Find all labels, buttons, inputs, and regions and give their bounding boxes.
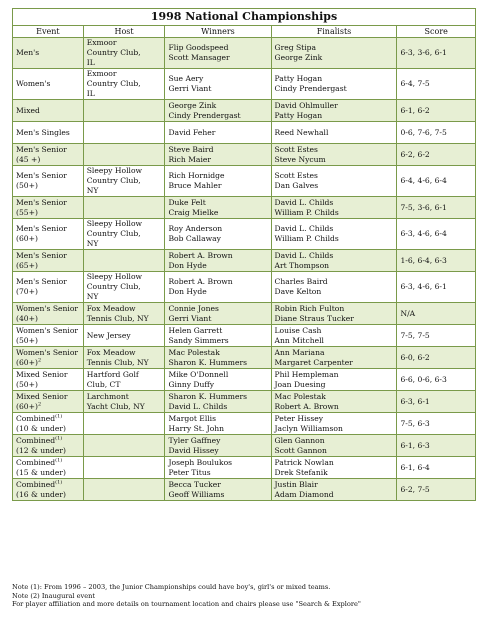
event-line: Combined — [16, 435, 56, 445]
table-row — [13, 325, 476, 347]
finalists-line: Scott Estes — [274, 144, 318, 154]
host-line: Country Club, — [86, 48, 141, 57]
table-row — [13, 272, 476, 303]
winners-line: Sue Aery — [168, 74, 204, 83]
cell-host — [83, 457, 165, 479]
table-title: 1998 National Championships — [13, 9, 476, 26]
cell-score: 6-2, 6-2 — [397, 144, 476, 166]
host-line: IL — [86, 89, 95, 98]
cell-finalists — [271, 144, 397, 166]
winners-line: David Feher — [168, 127, 216, 137]
winners-line: Joseph Boulukos — [168, 457, 233, 467]
table-row — [13, 250, 476, 272]
cell-finalists — [271, 38, 397, 69]
winners-line: Peter Titus — [168, 467, 211, 477]
table-row — [13, 69, 476, 100]
cell-winners — [165, 435, 271, 457]
host-line: Tennis Club, NY — [86, 357, 149, 367]
host-line: Fox Meadow — [86, 347, 136, 357]
cell-host — [83, 435, 165, 457]
finalists-line: Reed Newhall — [274, 127, 329, 137]
cell-host — [83, 325, 165, 347]
winners-line: Don Hyde — [168, 260, 207, 270]
event-line: (16 & under) — [16, 489, 66, 499]
cell-finalists — [271, 272, 397, 303]
winners-line: Helen Garrett — [168, 325, 223, 335]
finalists-line: Art Thompson — [274, 260, 330, 270]
cell-winners — [165, 369, 271, 391]
cell-host — [83, 122, 165, 144]
finalists-line: Adam Diamond — [274, 489, 334, 499]
finalists-line: Ann Mariana — [274, 347, 325, 357]
event-line: Women's Senior — [16, 303, 79, 313]
cell-host — [83, 144, 165, 166]
host-line: Sleepy Hollow — [86, 272, 143, 281]
event-line: Men's Singles — [16, 127, 70, 137]
event-line: Mixed Senior — [16, 369, 68, 379]
table-row — [13, 303, 476, 325]
finalists-line: Steve Nycum — [274, 154, 326, 164]
table-row — [13, 391, 476, 413]
finalists-line: Margaret Carpenter — [274, 357, 353, 367]
winners-line: Rich Hornidge — [168, 171, 225, 180]
cell-winners — [165, 219, 271, 250]
note-1: Note (1): From 1996 – 2003, the Junior Championships could have boy's, girl's or mixed teams. — [12, 583, 331, 591]
event-line: (60+) — [16, 357, 38, 367]
winners-line: Connie Jones — [168, 303, 219, 313]
host-line: Exmoor — [86, 69, 117, 78]
footnotes — [12, 583, 482, 609]
footnote-marker: 2 — [37, 400, 42, 407]
event-line: (50+) — [16, 379, 38, 389]
table-row — [13, 144, 476, 166]
cell-finalists — [271, 479, 397, 501]
cell-score: 0-6, 7-6, 7-5 — [397, 122, 476, 144]
cell-score: 6-4, 4-6, 6-4 — [397, 166, 476, 197]
winners-line: Bob Callaway — [168, 234, 221, 243]
cell-winners — [165, 272, 271, 303]
cell-finalists — [271, 122, 397, 144]
host-line: Country Club, — [86, 176, 141, 185]
cell-winners — [165, 38, 271, 69]
cell-host — [83, 250, 165, 272]
host-line: Country Club, — [86, 79, 141, 88]
event-line: Combined — [16, 413, 56, 423]
footnote-marker: (1) — [55, 412, 63, 419]
finalists-line: Robin Rich Fulton — [274, 303, 345, 313]
cell-winners — [165, 347, 271, 369]
finalists-line: Patty Hogan — [274, 74, 323, 83]
cell-host — [83, 391, 165, 413]
footnote-marker: (1) — [55, 478, 63, 485]
cell-score: 7-5, 7-5 — [397, 325, 476, 347]
cell-host — [83, 38, 165, 69]
table-row — [13, 435, 476, 457]
winners-line: Bruce Mahler — [168, 181, 222, 190]
event-line: Men's Senior — [16, 224, 67, 233]
finalists-line: David L. Childs — [274, 224, 334, 233]
finalists-line: Louise Cash — [274, 325, 322, 335]
finalists-line: Joan Duesing — [274, 379, 326, 389]
cell-score: 6-1, 6-3 — [397, 435, 476, 457]
cell-finalists — [271, 303, 397, 325]
event-line: (10 & under) — [16, 423, 66, 433]
winners-line: Rich Maier — [168, 154, 212, 164]
event-line: (50+) — [16, 335, 38, 345]
event-line: Men's Senior — [16, 197, 67, 207]
cell-host — [83, 347, 165, 369]
column-header-winners: Winners — [165, 26, 271, 38]
cell-finalists — [271, 250, 397, 272]
event-line: (40+) — [16, 313, 38, 323]
finalists-line: Mac Polestak — [274, 391, 326, 401]
cell-event — [13, 250, 84, 272]
cell-score: 6-3, 6-1 — [397, 391, 476, 413]
note-3: For player affiliation and more details on tournament location and chairs please use "Search & Explore" — [12, 600, 361, 608]
finalists-line: David L. Childs — [274, 250, 334, 260]
cell-score: 7-5, 3-6, 6-1 — [397, 197, 476, 219]
cell-host — [83, 272, 165, 303]
event-line: (50+) — [16, 181, 38, 190]
winners-line: Sharon K. Hummers — [168, 391, 248, 401]
winners-line: Duke Felt — [168, 197, 206, 207]
cell-event — [13, 457, 84, 479]
winners-line: Sharon K. Hummers — [168, 357, 248, 367]
event-line: (60+) — [16, 234, 38, 243]
cell-score: 6-3, 4-6, 6-1 — [397, 272, 476, 303]
event-line: Men's Senior — [16, 277, 67, 286]
finalists-line: Patrick Nowlan — [274, 457, 334, 467]
cell-host — [83, 197, 165, 219]
footnote-marker: (1) — [55, 434, 63, 441]
cell-finalists — [271, 100, 397, 122]
host-line: Sleepy Hollow — [86, 166, 143, 175]
cell-host — [83, 479, 165, 501]
table-row — [13, 369, 476, 391]
table-row — [13, 219, 476, 250]
finalists-line: Drek Stefanik — [274, 467, 328, 477]
table-row — [13, 122, 476, 144]
host-line: Club, CT — [86, 379, 121, 389]
event-line: Combined — [16, 457, 56, 467]
event-line: Men's — [16, 48, 40, 57]
finalists-line: Phil Hempleman — [274, 369, 339, 379]
cell-winners — [165, 391, 271, 413]
cell-event — [13, 100, 84, 122]
cell-finalists — [271, 166, 397, 197]
cell-event — [13, 413, 84, 435]
cell-finalists — [271, 369, 397, 391]
winners-line: Steve Baird — [168, 144, 214, 154]
finalists-line: Peter Hissey — [274, 413, 323, 423]
event-line: Mixed Senior — [16, 391, 68, 401]
table-row — [13, 479, 476, 501]
cell-score: 6-1, 6-2 — [397, 100, 476, 122]
footnote-marker: (1) — [55, 456, 63, 463]
table-row — [13, 166, 476, 197]
winners-line: Ginny Duffy — [168, 379, 215, 389]
cell-score: 6-2, 7-5 — [397, 479, 476, 501]
cell-finalists — [271, 347, 397, 369]
winners-line: Cindy Prendergast — [168, 110, 241, 120]
cell-finalists — [271, 197, 397, 219]
event-line: Women's Senior — [16, 325, 79, 335]
winners-line: Sandy Simmers — [168, 335, 229, 345]
cell-host — [83, 303, 165, 325]
winners-line: Harry St. John — [168, 423, 225, 433]
winners-line: Robert A. Brown — [168, 277, 233, 286]
winners-line: Robert A. Brown — [168, 250, 233, 260]
cell-host — [83, 369, 165, 391]
cell-event — [13, 69, 84, 100]
winners-line: Gerri Viant — [168, 84, 212, 93]
finalists-line: Diane Straus Tucker — [274, 313, 354, 323]
table-row — [13, 38, 476, 69]
winners-line: Margot Ellis — [168, 413, 217, 423]
finalists-line: Robert A. Brown — [274, 401, 339, 411]
event-line: (70+) — [16, 287, 38, 296]
cell-score: 6-4, 7-5 — [397, 69, 476, 100]
host-line: New Jersey — [86, 330, 131, 340]
table-body — [13, 38, 476, 501]
cell-event — [13, 369, 84, 391]
cell-event — [13, 219, 84, 250]
event-line: Women's Senior — [16, 347, 79, 357]
cell-event — [13, 325, 84, 347]
table-row — [13, 347, 476, 369]
winners-line: Gerri Viant — [168, 313, 212, 323]
cell-event — [13, 435, 84, 457]
cell-winners — [165, 303, 271, 325]
column-header-event: Event — [13, 26, 84, 38]
winners-line: Roy Anderson — [168, 224, 223, 233]
event-line: Mixed — [16, 105, 40, 115]
cell-winners — [165, 100, 271, 122]
host-line: IL — [86, 58, 95, 67]
cell-score: 6-3, 3-6, 6-1 — [397, 38, 476, 69]
cell-host — [83, 100, 165, 122]
host-line: Country Club, — [86, 282, 141, 291]
table-row — [13, 100, 476, 122]
finalists-line: Dan Galves — [274, 181, 319, 190]
host-line: Hartford Golf — [86, 369, 139, 379]
cell-host — [83, 219, 165, 250]
cell-winners — [165, 413, 271, 435]
cell-score: N/A — [397, 303, 476, 325]
cell-host — [83, 413, 165, 435]
header-row — [13, 26, 476, 38]
host-line: NY — [86, 186, 99, 195]
event-line: Men's Senior — [16, 250, 67, 260]
finalists-line: Jaclyn Williamson — [274, 423, 343, 433]
host-line: NY — [86, 292, 99, 301]
cell-score: 1-6, 6-4, 6-3 — [397, 250, 476, 272]
winners-line: Tyler Gaffney — [168, 435, 221, 445]
finalists-line: David L. Childs — [274, 197, 334, 207]
cell-finalists — [271, 325, 397, 347]
finalists-line: Charles Baird — [274, 277, 328, 286]
finalists-line: Justin Blair — [274, 479, 318, 489]
winners-line: Craig Mielke — [168, 207, 219, 217]
event-line: (45 +) — [16, 154, 41, 164]
winners-line: David Hissey — [168, 445, 219, 455]
cell-event — [13, 479, 84, 501]
event-line: Men's Senior — [16, 171, 67, 180]
cell-winners — [165, 144, 271, 166]
host-line: Fox Meadow — [86, 303, 136, 313]
finalists-line: George Zink — [274, 53, 323, 62]
cell-event — [13, 347, 84, 369]
finalists-line: Scott Gannon — [274, 445, 327, 455]
cell-finalists — [271, 391, 397, 413]
cell-event — [13, 166, 84, 197]
column-header-score: Score — [397, 26, 476, 38]
cell-winners — [165, 250, 271, 272]
winners-line: George Zink — [168, 100, 217, 110]
finalists-line: William P. Childs — [274, 234, 339, 243]
cell-winners — [165, 457, 271, 479]
column-header-finalists: Finalists — [271, 26, 397, 38]
finalists-line: Glen Gannon — [274, 435, 325, 445]
host-line: Sleepy Hollow — [86, 219, 143, 228]
event-line: (65+) — [16, 260, 38, 270]
cell-finalists — [271, 457, 397, 479]
table-row — [13, 197, 476, 219]
winners-line: David L. Childs — [168, 401, 228, 411]
cell-winners — [165, 166, 271, 197]
cell-winners — [165, 479, 271, 501]
finalists-line: Patty Hogan — [274, 110, 323, 120]
cell-score: 6-1, 6-4 — [397, 457, 476, 479]
event-line: Combined — [16, 479, 56, 489]
winners-line: Geoff Williams — [168, 489, 225, 499]
finalists-line: Cindy Prendergast — [274, 84, 347, 93]
cell-finalists — [271, 69, 397, 100]
cell-winners — [165, 122, 271, 144]
footnote-marker: 2 — [37, 356, 42, 363]
cell-score: 6-3, 4-6, 6-4 — [397, 219, 476, 250]
cell-host — [83, 166, 165, 197]
cell-winners — [165, 325, 271, 347]
finalists-line: Dave Kelton — [274, 287, 322, 296]
event-line: (55+) — [16, 207, 38, 217]
cell-score: 7-5, 6-3 — [397, 413, 476, 435]
host-line: Exmoor — [86, 38, 117, 47]
event-line: (60+) — [16, 401, 38, 411]
host-line: NY — [86, 239, 99, 248]
cell-event — [13, 391, 84, 413]
event-line: (12 & under) — [16, 445, 66, 455]
cell-event — [13, 122, 84, 144]
finalists-line: Ann Mitchell — [274, 335, 324, 345]
cell-event — [13, 197, 84, 219]
winners-line: Scott Mansager — [168, 53, 230, 62]
host-line: Larchmont — [86, 391, 129, 401]
event-line: Men's Senior — [16, 144, 67, 154]
finalists-line: William P. Childs — [274, 207, 339, 217]
finalists-line: Greg Stipa — [274, 43, 317, 52]
cell-winners — [165, 197, 271, 219]
cell-event — [13, 144, 84, 166]
cell-winners — [165, 69, 271, 100]
winners-line: Flip Goodspeed — [168, 43, 229, 52]
cell-event — [13, 272, 84, 303]
column-header-host: Host — [83, 26, 165, 38]
finalists-line: David Ohlmuller — [274, 100, 338, 110]
cell-score: 6-0, 6-2 — [397, 347, 476, 369]
cell-event — [13, 38, 84, 69]
winners-line: Mike O'Donnell — [168, 369, 229, 379]
event-line: (15 & under) — [16, 467, 66, 477]
host-line: Tennis Club, NY — [86, 313, 149, 323]
host-line: Yacht Club, NY — [86, 401, 145, 411]
winners-line: Becca Tucker — [168, 479, 221, 489]
championship-table — [12, 8, 476, 501]
table-row — [13, 413, 476, 435]
cell-score: 6-6, 0-6, 6-3 — [397, 369, 476, 391]
host-line: Country Club, — [86, 229, 141, 238]
event-line: Women's — [16, 79, 51, 88]
note-2: Note (2) Inaugural event — [12, 591, 96, 600]
cell-finalists — [271, 219, 397, 250]
cell-event — [13, 303, 84, 325]
cell-host — [83, 69, 165, 100]
cell-finalists — [271, 435, 397, 457]
winners-line: Don Hyde — [168, 287, 207, 296]
cell-finalists — [271, 413, 397, 435]
finalists-line: Scott Estes — [274, 171, 318, 180]
table-row — [13, 457, 476, 479]
winners-line: Mac Polestak — [168, 347, 220, 357]
